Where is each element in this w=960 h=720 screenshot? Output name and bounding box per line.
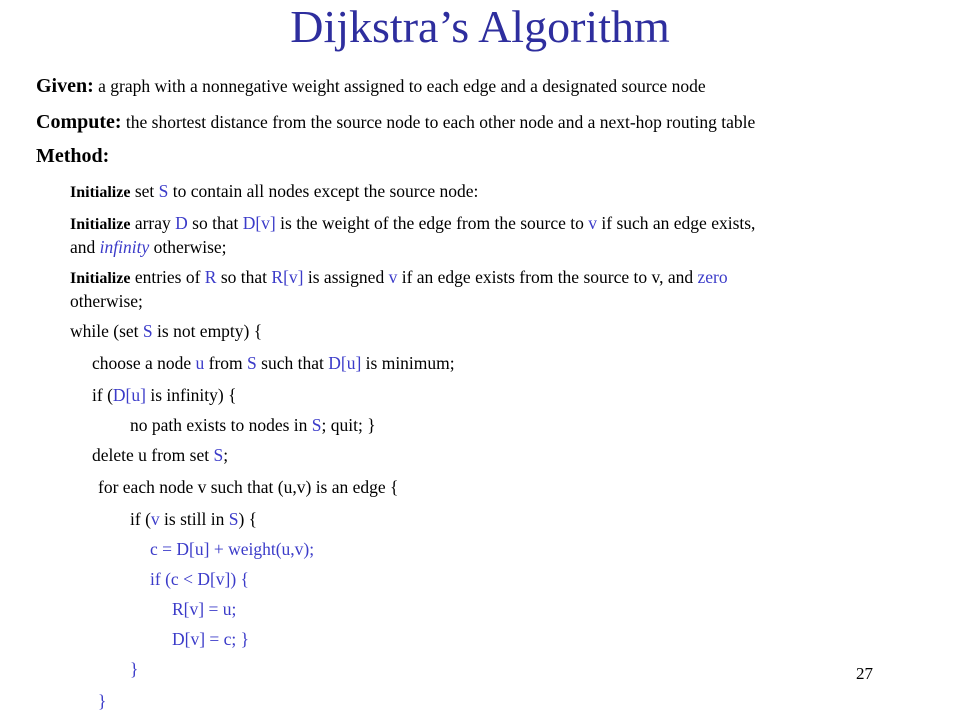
var-dv: D[v]: [197, 569, 231, 589]
var-u: u: [195, 353, 205, 373]
code-text: otherwise;: [149, 237, 227, 257]
code-text: if an edge exists from the source to v, and: [397, 267, 698, 287]
var-s: S: [142, 321, 153, 341]
code-if-infinity: [92, 384, 237, 406]
code-text: +: [209, 539, 229, 559]
init-entries-line: [70, 266, 728, 290]
code-text: otherwise;: [70, 291, 143, 311]
var-v: v: [150, 509, 160, 529]
init-array-line-2: [70, 236, 227, 258]
code-text: D[v] = c; }: [172, 629, 250, 649]
code-text: such that: [256, 353, 329, 373]
compute-line: [36, 110, 755, 134]
code-text: if (: [150, 569, 171, 589]
method-label: Method:: [36, 145, 110, 167]
code-text: and: [70, 237, 100, 257]
compute-text: the shortest distance from the source node to each other node and a next-hop routing table: [125, 112, 756, 132]
code-if-in-s: [130, 508, 257, 530]
init-entries-line-2: [70, 290, 143, 312]
code-while: [70, 320, 262, 342]
var-zero: zero: [697, 267, 728, 287]
code-text: is infinity) {: [145, 385, 237, 405]
code-text: ) {: [230, 569, 249, 589]
init-set-line: [70, 180, 478, 204]
code-text: set: [130, 181, 159, 201]
code-foreach: [98, 476, 398, 498]
code-text: <: [178, 569, 198, 589]
var-v: v: [588, 213, 597, 233]
code-text: ; quit; }: [321, 415, 376, 435]
code-text: is the weight of the edge from the source to: [275, 213, 589, 233]
var-v: v: [388, 267, 398, 287]
page-number: 27: [856, 664, 873, 683]
code-text: from: [204, 353, 248, 373]
code-text: is still in: [159, 509, 229, 529]
compute-label: Compute:: [36, 111, 122, 133]
var-du: D[u]: [328, 353, 362, 373]
var-r: R: [204, 267, 217, 287]
code-text: while (set: [70, 321, 143, 341]
var-s: S: [228, 509, 239, 529]
given-label: Given:: [36, 75, 94, 97]
var-weight: weight(u,v);: [228, 539, 315, 559]
code-text: is assigned: [303, 267, 389, 287]
code-text: R[v] = u;: [172, 599, 237, 619]
var-infinity: infinity: [99, 237, 150, 257]
keyword-initialize: Initialize: [70, 216, 131, 233]
code-text: so that: [216, 267, 272, 287]
code-text: choose a node: [92, 353, 196, 373]
code-text: array: [130, 213, 176, 233]
code-text: ;: [223, 445, 229, 465]
code-text: delete u from set: [92, 445, 214, 465]
var-s: S: [247, 353, 257, 373]
code-delete: [92, 444, 228, 466]
var-du: D[u]: [176, 539, 210, 559]
given-text: a graph with a nonnegative weight assigned to each edge and a designated source node: [98, 76, 706, 96]
code-choose: [92, 352, 455, 374]
keyword-initialize: Initialize: [70, 184, 131, 201]
code-set-d: [172, 628, 249, 650]
var-s: S: [311, 415, 322, 435]
code-close-brace: }: [98, 691, 107, 711]
var-c: c: [170, 569, 179, 589]
code-text: so that: [187, 213, 243, 233]
code-text: entries of: [130, 267, 205, 287]
var-du: D[u]: [112, 385, 146, 405]
code-text: if (: [130, 509, 151, 529]
init-array-line: [70, 212, 755, 236]
var-s: S: [213, 445, 224, 465]
given-line: [36, 74, 706, 98]
code-close-brace: }: [130, 659, 139, 679]
code-text: no path exists to nodes in: [130, 415, 312, 435]
var-dv: D[v]: [242, 213, 276, 233]
code-text: is minimum;: [361, 353, 455, 373]
var-s: S: [158, 181, 169, 201]
code-no-path: [130, 414, 376, 436]
code-text: is not empty) {: [152, 321, 263, 341]
method-line: [36, 144, 109, 168]
code-text: if (: [92, 385, 113, 405]
keyword-initialize: Initialize: [70, 270, 131, 287]
var-rv: R[v]: [271, 267, 304, 287]
code-text: to contain all nodes except the source node:: [168, 181, 479, 201]
code-text: if such an edge exists,: [597, 213, 756, 233]
code-if-c: [150, 568, 249, 590]
page-title: Dijkstra’s Algorithm: [290, 1, 670, 52]
code-text: ) {: [238, 509, 258, 529]
code-assign-c: [150, 538, 314, 560]
code-set-r: [172, 598, 236, 620]
code-text: c =: [150, 539, 177, 559]
var-d: D: [175, 213, 188, 233]
code-text: for each node v such that (u,v) is an edge {: [98, 477, 399, 497]
